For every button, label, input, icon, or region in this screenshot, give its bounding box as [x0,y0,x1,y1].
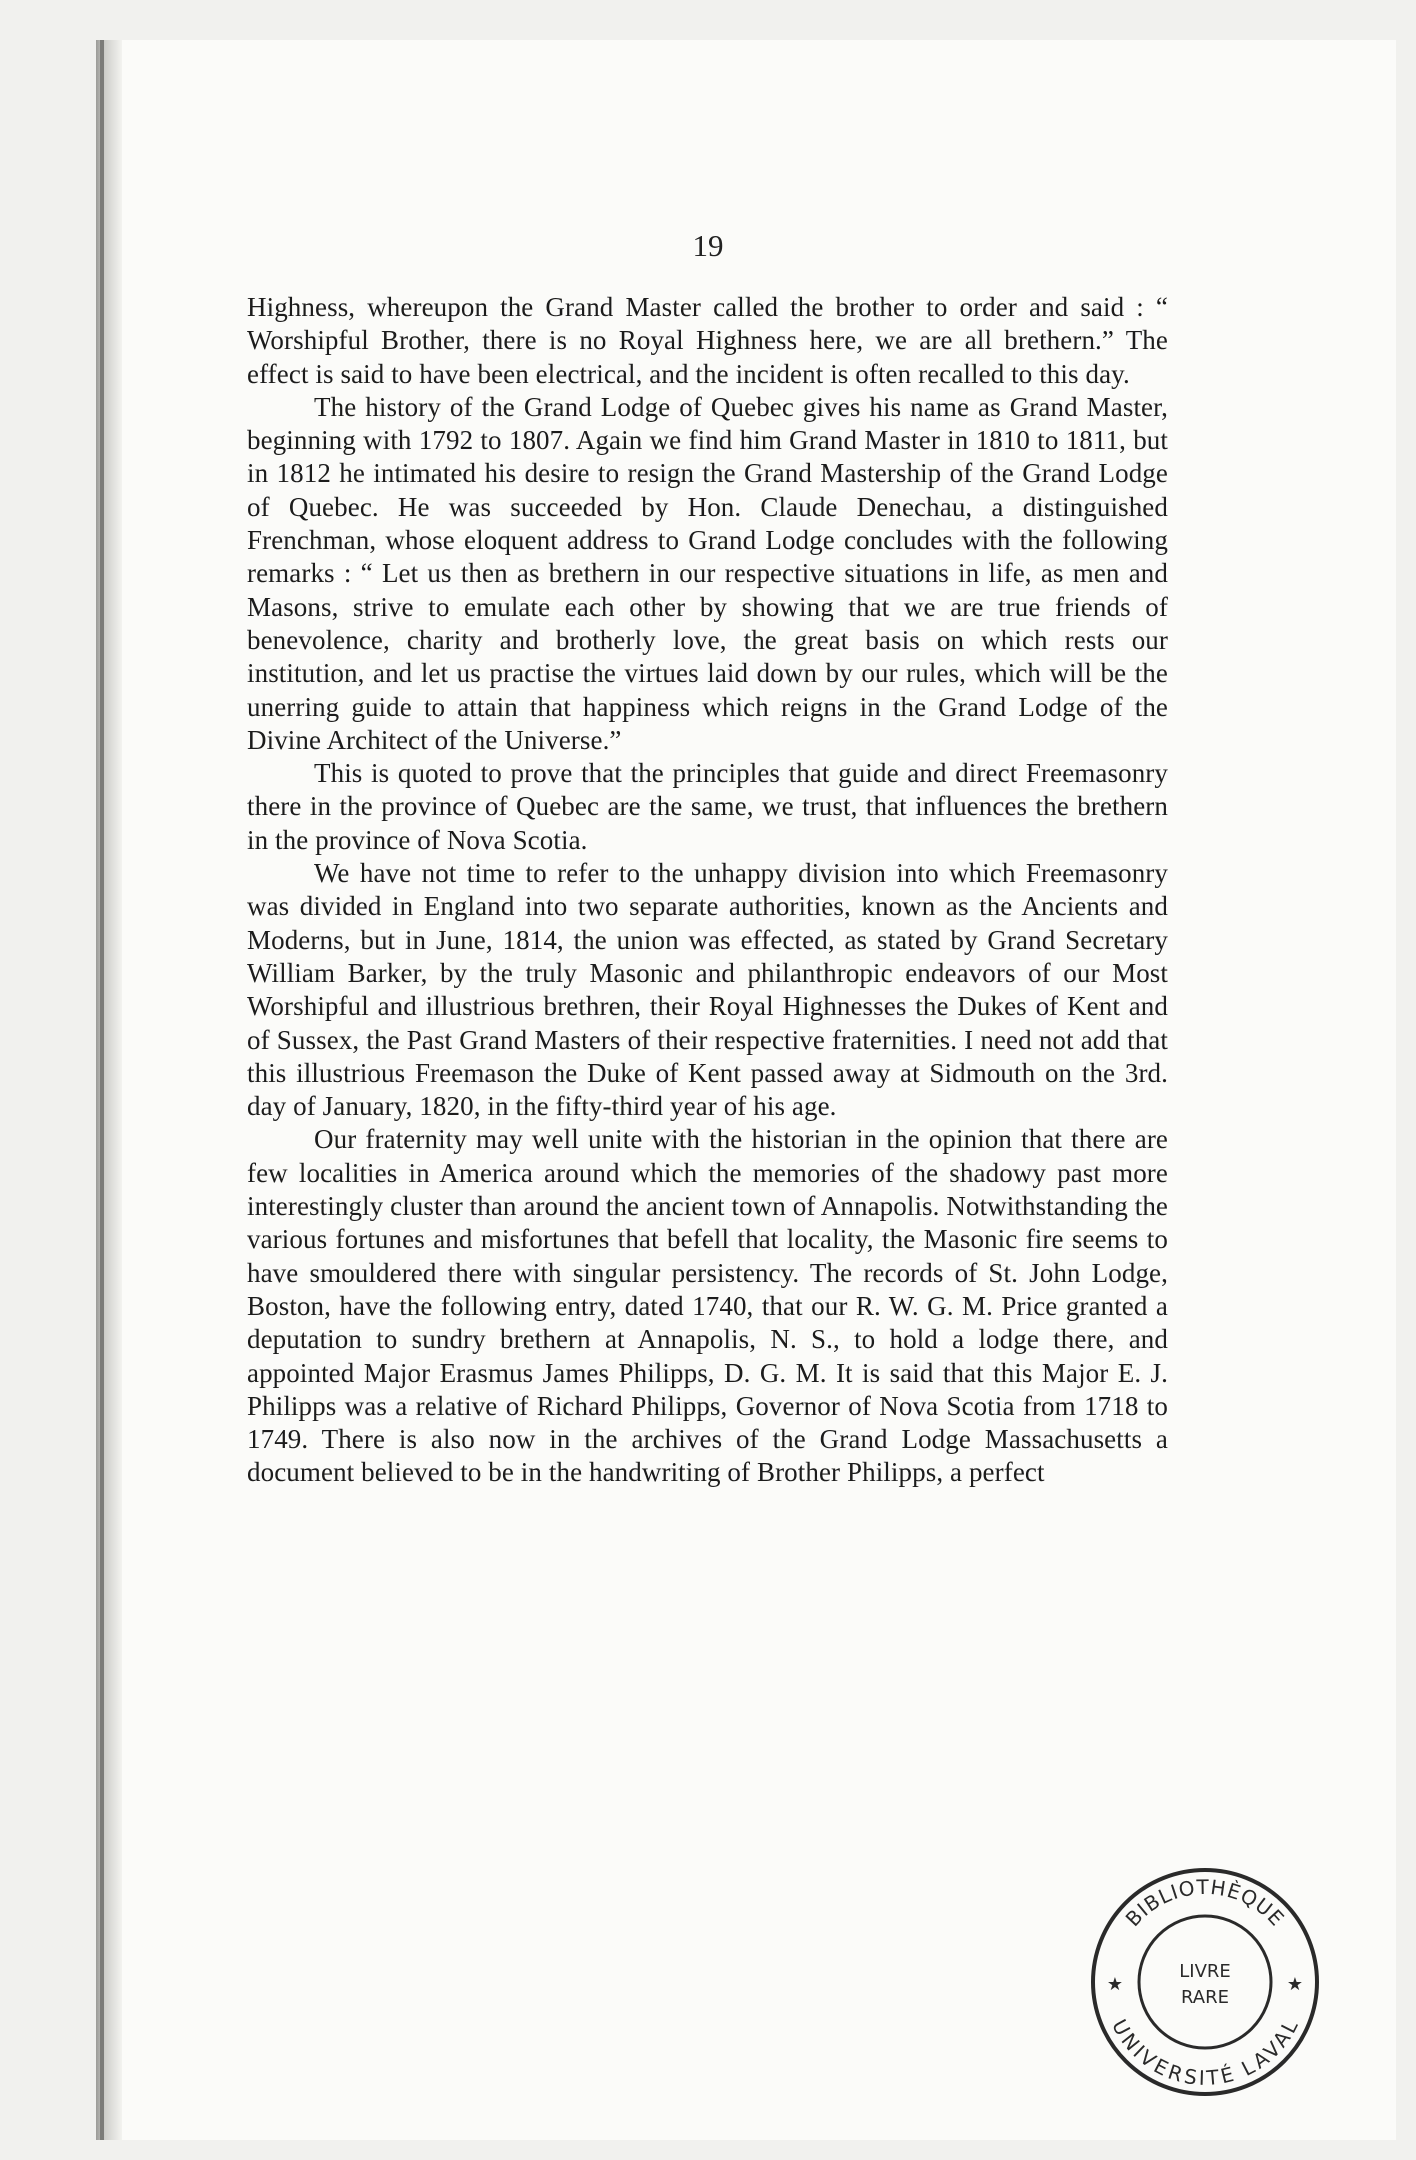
stamp-outer-ring [1093,1870,1317,2094]
stamp-top-text: BIBLIOTHÈQUE [1120,1874,1290,1932]
stamp-center-line-2: RARE [1181,1987,1229,2008]
paragraph-2: The history of the Grand Lodge of Quebec gives his name as Grand Master, beginning with 1792 to 1807. Again we find him Grand Master in 1810 to 1811, but in 1812 he intimated his desire to resign the Grand Mastership of the Grand Lodge of Quebec. He was succeeded by Hon. Claude Denechau, a distinguished Frenchman, whose eloquent address to Grand Lodge concludes with the following remarks : “ Let us then as brethern in our respective situations in life, as men and Masons, strive to emulate each other by showing that we are true friends of benevolence, charity and brotherly love, the great basis on which rests our institution, and let us practise the virtues laid down by our rules, which will be the unerring guide to attain that happiness which reigns in the Grand Lodge of the Divine Architect of the Universe.” [247,391,1168,755]
stamp-star-right-icon: ★ [1286,1974,1304,1995]
stamp-star-left-icon: ★ [1106,1974,1124,1995]
body-text [247,291,1168,1490]
binding-edge [100,40,104,2140]
paragraph-3: This is quoted to prove that the principles that guide and direct Freemasonry there in the province of Quebec are the same, we trust, that influences the brethern in the province of Nova Scotia. [247,758,1168,855]
page-number: 19 [692,228,724,263]
library-stamp [1085,1862,1325,2102]
stamp-bottom-text: UNIVERSITÉ LAVAL [1106,2015,1304,2091]
paragraph-1: Highness, whereupon the Grand Master called the brother to order and said : “ Worshipful Brother, there is no Royal Highness here, we are all brethern.” The effect is said to have been electrical, and the incident is often recalled to this day. [247,292,1168,389]
paragraph-4: We have not time to refer to the unhappy division into which Freemasonry was divided in England into two separate authorities, known as the Ancients and Moderns, but in June, 1814, the union was effected, as stated by Grand Secretary William Barker, by the truly Masonic and philanthropic endeavors of our Most Worshipful and illustrious brethren, their Royal Highnesses the Dukes of Kent and of Sussex, the Past Grand Masters of their respective fraternities. I need not add that this illustrious Freemason the Duke of Kent passed away at Sidmouth on the 3rd. day of January, 1820, in the fifty-third year of his age. [247,858,1168,1122]
stamp-center-line-1: LIVRE [1179,1961,1231,1982]
paragraph-5: Our fraternity may well unite with the historian in the opinion that there are few localities in America around which the memories of the shadowy past more interestingly cluster than around the ancient town of Annapolis. Notwithstanding the various fortunes and misfortunes that befell that locality, the Masonic fire seems to have smouldered there with singular persistency. The records of St. John Lodge, Boston, have the following entry, dated 1740, that our R. W. G. M. Price granted a deputation to sundry brethern at Annapolis, N. S., to hold a lodge there, and appointed Major Erasmus James Philipps, D. G. M. It is said that this Major E. J. Philipps was a relative of Richard Philipps, Governor of Nova Scotia from 1718 to 1749. There is also now in the archives of the Grand Lodge Massachusetts a document believed to be in the handwriting of Brother Philipps, a perfect [247,1124,1168,1488]
stamp-inner-ring [1139,1916,1271,2048]
